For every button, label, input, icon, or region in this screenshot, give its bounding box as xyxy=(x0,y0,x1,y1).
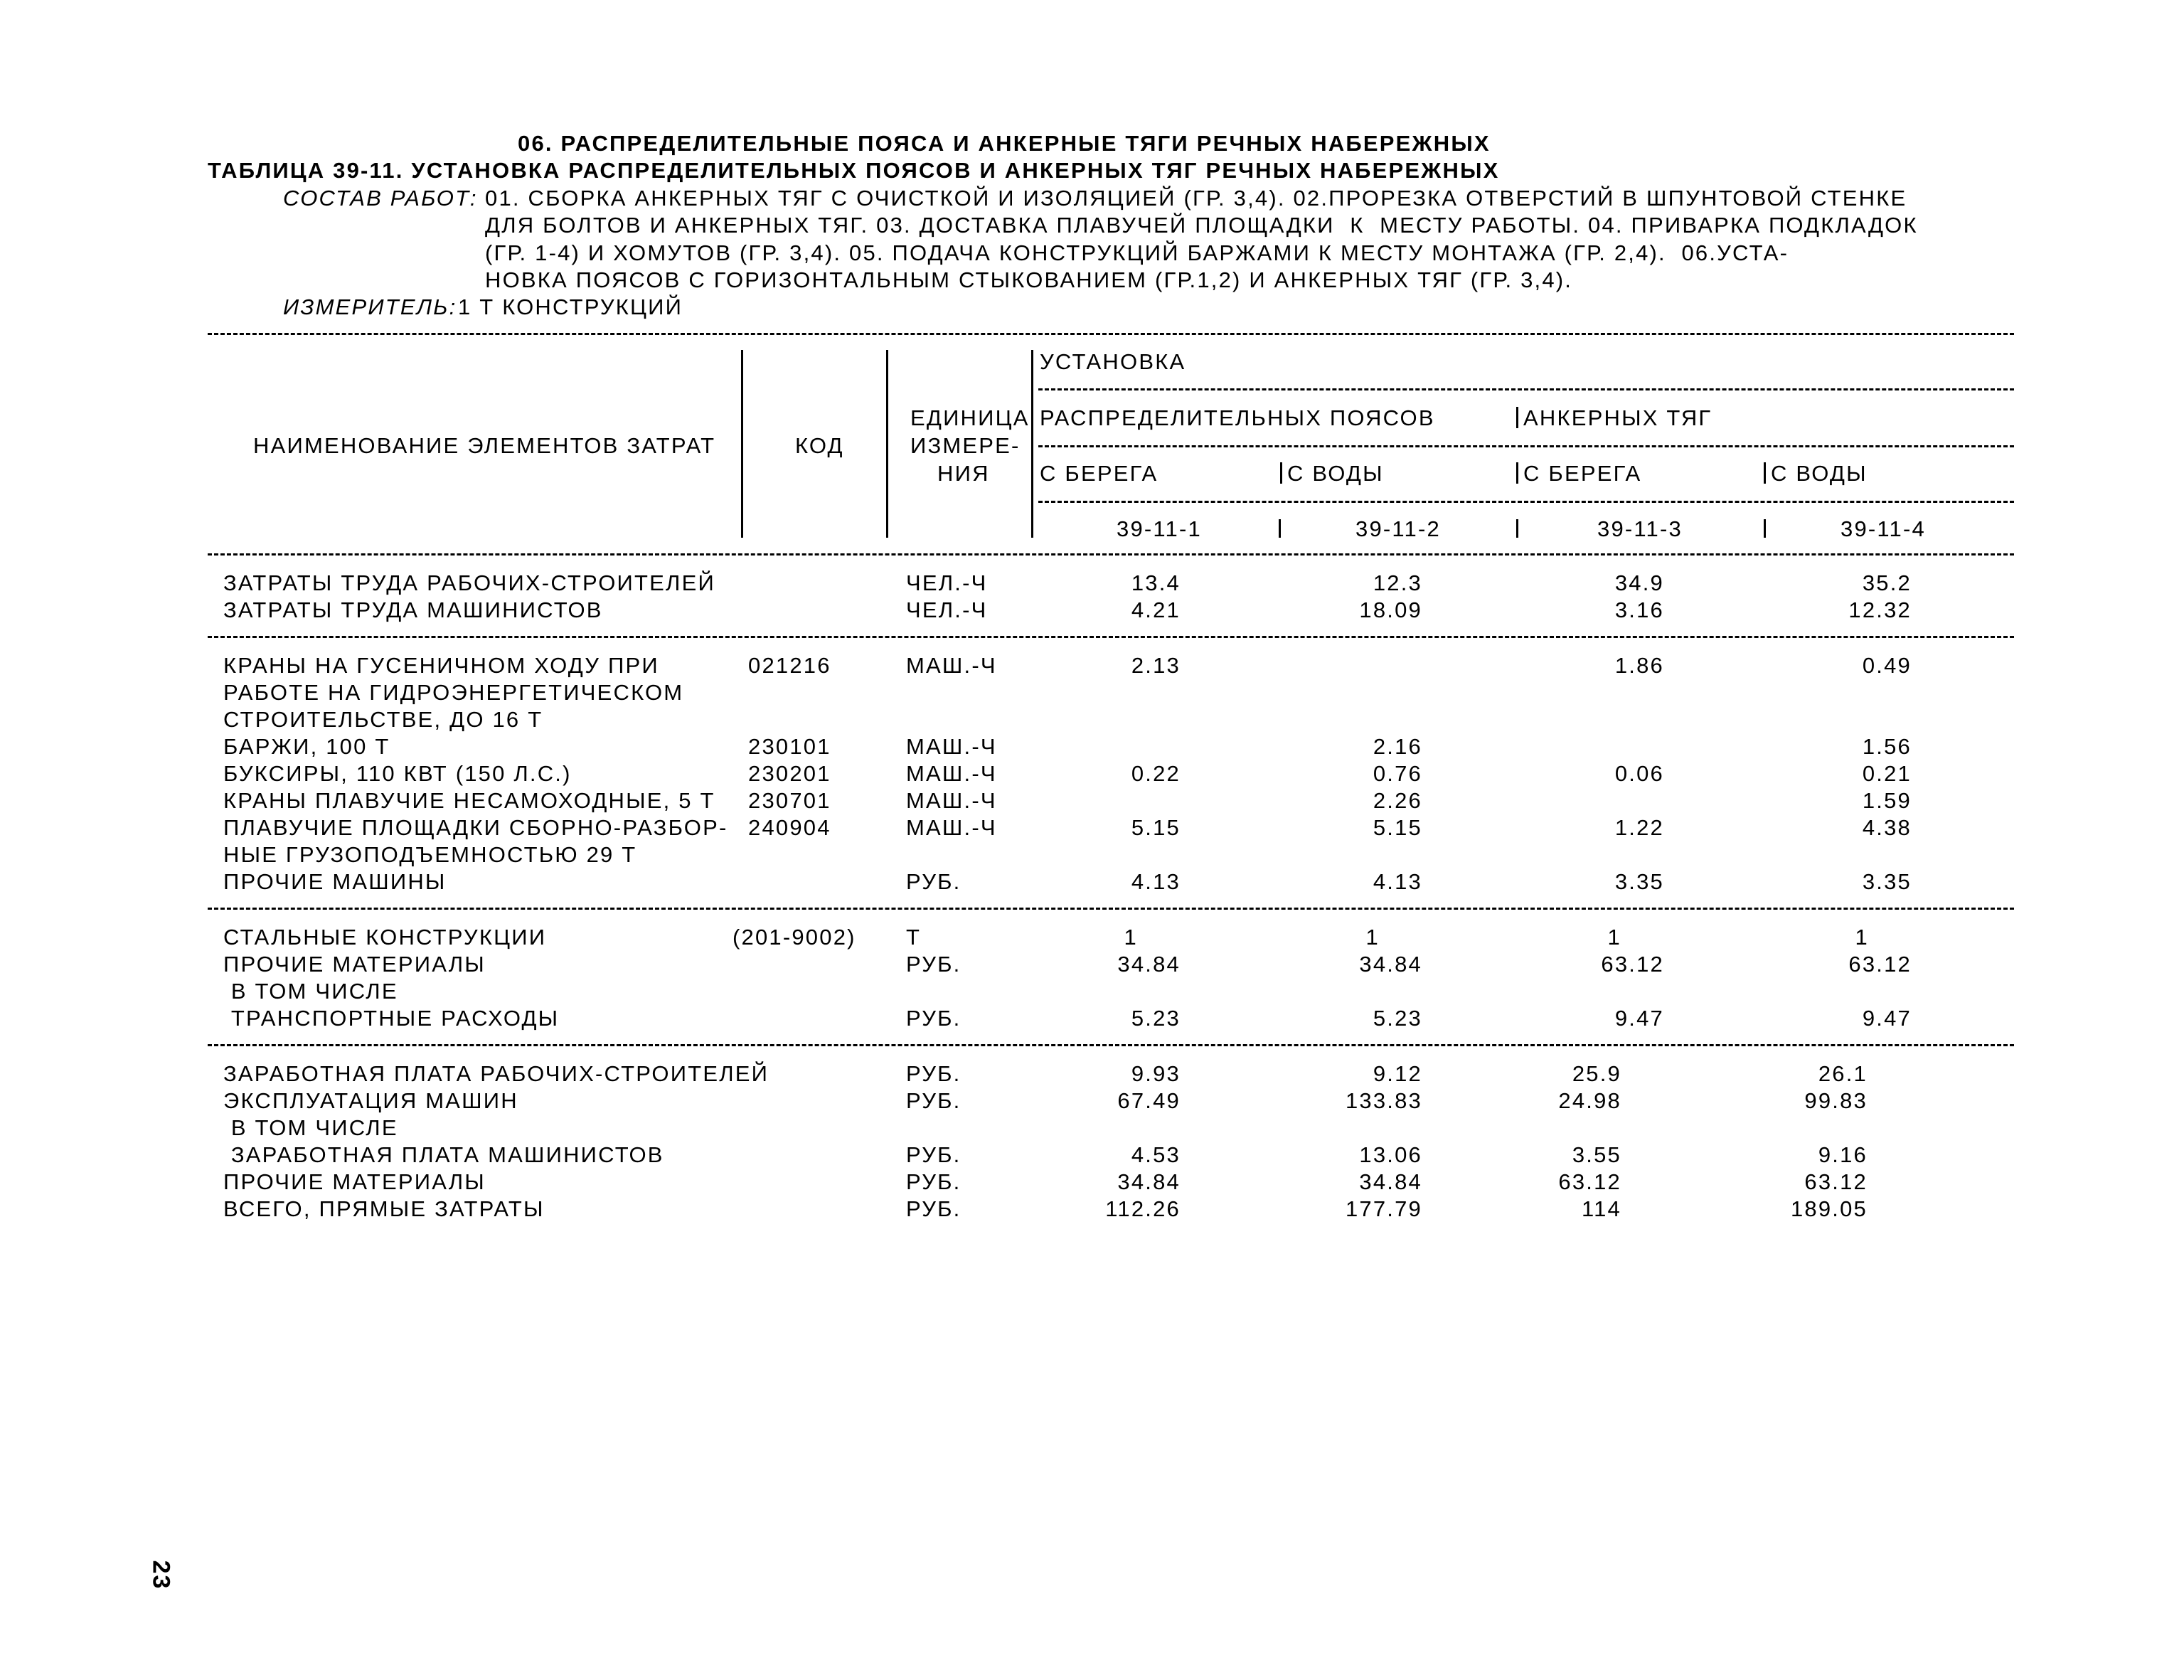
cell-unit: РУБ. xyxy=(906,1169,962,1194)
work-line: ДЛЯ БОЛТОВ И АНКЕРНЫХ ТЯГ. 03. ДОСТАВКА ПЛАВУЧЕЙ ПЛОЩАДКИ К МЕСТУ РАБОТЫ. 04. ПРИВАРКА ПОДКЛАДОК xyxy=(485,213,1918,238)
cell-value: 3.16 xyxy=(1614,597,1664,622)
cell-value: 1 xyxy=(1365,925,1380,950)
header-water-1: С ВОДЫ xyxy=(1287,461,1384,486)
cell-unit: Т xyxy=(906,925,922,950)
cell-value: 0.21 xyxy=(1862,761,1912,786)
cell-value: 112.26 xyxy=(1105,1196,1181,1221)
cell-unit: РУБ. xyxy=(906,1061,962,1086)
rule-install xyxy=(1038,388,2014,390)
cell-value: 5.23 xyxy=(1131,1006,1181,1031)
rule-group xyxy=(1038,445,2014,447)
cell-value: 13.06 xyxy=(1359,1142,1422,1167)
cell-value: 2.13 xyxy=(1131,653,1181,678)
cell-name: ПРОЧИЕ МАТЕРИАЛЫ xyxy=(223,1169,486,1194)
cell-value: 34.84 xyxy=(1117,1169,1181,1194)
col-divider-sub xyxy=(1516,462,1518,484)
rule-section xyxy=(208,908,2014,910)
header-name: НАИМЕНОВАНИЕ ЭЛЕМЕНТОВ ЗАТРАТ xyxy=(253,433,716,458)
cell-value: 177.79 xyxy=(1345,1196,1422,1221)
col-divider-code xyxy=(886,350,888,538)
col-divider-codes xyxy=(1516,519,1518,538)
cell-value: 25.9 xyxy=(1572,1061,1621,1086)
cell-name: ЗАРАБОТНАЯ ПЛАТА РАБОЧИХ-СТРОИТЕЛЕЙ xyxy=(223,1061,769,1086)
cell-name: ЗАТРАТЫ ТРУДА МАШИНИСТОВ xyxy=(223,597,603,622)
cell-value: 133.83 xyxy=(1345,1088,1422,1113)
cell-value: 5.23 xyxy=(1373,1006,1422,1031)
cell-value: 9.47 xyxy=(1614,1006,1664,1031)
work-label: СОСТАВ РАБОТ: xyxy=(283,186,478,211)
cell-value: 0.76 xyxy=(1373,761,1422,786)
col-divider-group xyxy=(1516,407,1518,428)
cell-value: 35.2 xyxy=(1862,570,1912,595)
header-code: КОД xyxy=(795,433,844,458)
cell-value: 9.16 xyxy=(1818,1142,1868,1167)
col-divider-codes xyxy=(1764,519,1766,538)
cell-value: 1.86 xyxy=(1614,653,1664,678)
cell-name: РАБОТЕ НА ГИДРОЭНЕРГЕТИЧЕСКОМ xyxy=(223,680,684,705)
cell-unit: РУБ. xyxy=(906,952,962,977)
rule-sub xyxy=(1038,501,2014,503)
col-divider-sub xyxy=(1764,462,1766,484)
col-divider-sub xyxy=(1280,462,1282,484)
cell-value: 2.26 xyxy=(1373,788,1422,813)
header-unit-line: НИЯ xyxy=(937,461,990,486)
rule-section xyxy=(208,1044,2014,1046)
cell-value: 12.3 xyxy=(1373,570,1422,595)
cell-value: 63.12 xyxy=(1601,952,1664,977)
header-shore-2: С БЕРЕГА xyxy=(1523,461,1642,486)
cell-value: 3.35 xyxy=(1614,869,1664,894)
column-code: 39-11-1 xyxy=(1117,516,1202,541)
cell-value: 63.12 xyxy=(1558,1169,1621,1194)
cell-name: ПРОЧИЕ МАШИНЫ xyxy=(223,869,447,894)
cell-name: БАРЖИ, 100 Т xyxy=(223,734,390,759)
section-title: 06. РАСПРЕДЕЛИТЕЛЬНЫЕ ПОЯСА И АНКЕРНЫЕ ТЯГИ РЕЧНЫХ НАБЕРЕЖНЫХ xyxy=(518,131,1491,156)
cell-name: СТАЛЬНЫЕ КОНСТРУКЦИИ xyxy=(223,925,547,950)
cell-name: В ТОМ ЧИСЛЕ xyxy=(223,979,398,1004)
cell-unit: РУБ. xyxy=(906,1142,962,1167)
rule-header-bottom xyxy=(208,553,2014,555)
header-anchors: АНКЕРНЫХ ТЯГ xyxy=(1523,405,1712,430)
cell-value: 4.53 xyxy=(1131,1142,1181,1167)
header-belts: РАСПРЕДЕЛИТЕЛЬНЫХ ПОЯСОВ xyxy=(1040,405,1435,430)
cell-value: 18.09 xyxy=(1359,597,1422,622)
cell-value: 4.13 xyxy=(1131,869,1181,894)
cell-value: 1.22 xyxy=(1614,815,1664,840)
cell-unit: МАШ.-Ч xyxy=(906,761,997,786)
work-line: НОВКА ПОЯСОВ С ГОРИЗОНТАЛЬНЫМ СТЫКОВАНИЕМ (ГР.1,2) И АНКЕРНЫХ ТЯГ (ГР. 3,4). xyxy=(485,267,1573,292)
cell-unit: ЧЕЛ.-Ч xyxy=(906,570,988,595)
cell-value: 1.59 xyxy=(1862,788,1912,813)
rule-section xyxy=(208,636,2014,638)
col-divider-name xyxy=(741,350,743,538)
header-unit-line: ЕДИНИЦА xyxy=(910,405,1030,430)
cell-value: 5.15 xyxy=(1131,815,1181,840)
cell-value: 12.32 xyxy=(1848,597,1912,622)
cell-value: 0.49 xyxy=(1862,653,1912,678)
rule-top xyxy=(208,333,2014,335)
cell-value: 26.1 xyxy=(1818,1061,1868,1086)
cell-value: 1 xyxy=(1855,925,1869,950)
cell-name: ЗАРАБОТНАЯ ПЛАТА МАШИНИСТОВ xyxy=(223,1142,664,1167)
cell-value: 9.12 xyxy=(1373,1061,1422,1086)
column-code: 39-11-4 xyxy=(1841,516,1926,541)
cell-value: 1 xyxy=(1607,925,1621,950)
cell-unit: МАШ.-Ч xyxy=(906,653,997,678)
work-line: 01. СБОРКА АНКЕРНЫХ ТЯГ С ОЧИСТКОЙ И ИЗОЛЯЦИЕЙ (ГР. 3,4). 02.ПРОРЕЗКА ОТВЕРСТИЙ В ШПУНТОВОЙ СТЕНКЕ xyxy=(485,186,1907,211)
column-code: 39-11-2 xyxy=(1355,516,1441,541)
cell-value: 34.84 xyxy=(1117,952,1181,977)
cell-value: 34.84 xyxy=(1359,952,1422,977)
cell-value: 9.47 xyxy=(1862,1006,1912,1031)
table-title: ТАБЛИЦА 39-11. УСТАНОВКА РАСПРЕДЕЛИТЕЛЬНЫХ ПОЯСОВ И АНКЕРНЫХ ТЯГ РЕЧНЫХ НАБЕРЕЖНЫХ xyxy=(208,158,1500,183)
cell-unit: РУБ. xyxy=(906,1196,962,1221)
cell-unit: МАШ.-Ч xyxy=(906,815,997,840)
cell-value: 3.55 xyxy=(1572,1142,1621,1167)
cell-code: 230101 xyxy=(748,734,831,759)
cell-value: 1.56 xyxy=(1862,734,1912,759)
cell-value: 5.15 xyxy=(1373,815,1422,840)
cell-unit: МАШ.-Ч xyxy=(906,788,997,813)
cell-name: ЭКСПЛУАТАЦИЯ МАШИН xyxy=(223,1088,518,1113)
cell-value: 2.16 xyxy=(1373,734,1422,759)
cell-value: 67.49 xyxy=(1117,1088,1181,1113)
cell-unit: РУБ. xyxy=(906,869,962,894)
cell-name: ТРАНСПОРТНЫЕ РАСХОДЫ xyxy=(223,1006,560,1031)
cell-value: 13.4 xyxy=(1131,570,1181,595)
cell-value: 34.9 xyxy=(1614,570,1664,595)
cell-name: БУКСИРЫ, 110 КВТ (150 Л.С.) xyxy=(223,761,572,786)
cell-value: 1 xyxy=(1124,925,1138,950)
cell-value: 99.83 xyxy=(1804,1088,1868,1113)
cell-value: 63.12 xyxy=(1848,952,1912,977)
cell-name: КРАНЫ НА ГУСЕНИЧНОМ ХОДУ ПРИ xyxy=(223,653,659,678)
measure-value: 1 Т КОНСТРУКЦИЙ xyxy=(458,294,683,319)
cell-value: 9.93 xyxy=(1131,1061,1181,1086)
work-line: (ГР. 1-4) И ХОМУТОВ (ГР. 3,4). 05. ПОДАЧА КОНСТРУКЦИЙ БАРЖАМИ К МЕСТУ МОНТАЖА (ГР. 2,4). 06.УСТА- xyxy=(485,240,1789,265)
cell-value: 4.38 xyxy=(1862,815,1912,840)
header-water-2: С ВОДЫ xyxy=(1771,461,1868,486)
cell-value: 3.35 xyxy=(1862,869,1912,894)
header-install: УСТАНОВКА xyxy=(1040,349,1186,374)
measure-label: ИЗМЕРИТЕЛЬ: xyxy=(283,294,457,319)
cell-value: 189.05 xyxy=(1790,1196,1868,1221)
cell-unit: РУБ. xyxy=(906,1006,962,1031)
page-number: 23 xyxy=(147,1560,175,1590)
cell-code: 240904 xyxy=(748,815,831,840)
cell-name: В ТОМ ЧИСЛЕ xyxy=(223,1115,398,1140)
cell-value: 114 xyxy=(1581,1196,1621,1221)
column-code: 39-11-3 xyxy=(1597,516,1683,541)
col-divider-codes xyxy=(1279,519,1281,538)
cell-unit: ЧЕЛ.-Ч xyxy=(906,597,988,622)
cell-unit: РУБ. xyxy=(906,1088,962,1113)
cell-value: 4.13 xyxy=(1373,869,1422,894)
cell-value: 34.84 xyxy=(1359,1169,1422,1194)
cell-name: КРАНЫ ПЛАВУЧИЕ НЕСАМОХОДНЫЕ, 5 Т xyxy=(223,788,715,813)
cell-name: НЫЕ ГРУЗОПОДЪЕМНОСТЬЮ 29 Т xyxy=(223,842,637,867)
cell-value: 63.12 xyxy=(1804,1169,1868,1194)
cell-code: 021216 xyxy=(748,653,831,678)
header-unit-line: ИЗМЕРЕ- xyxy=(910,433,1021,458)
header-shore-1: С БЕРЕГА xyxy=(1040,461,1158,486)
col-divider-unit xyxy=(1031,350,1033,538)
cell-unit: МАШ.-Ч xyxy=(906,734,997,759)
cell-name: ПРОЧИЕ МАТЕРИАЛЫ xyxy=(223,952,486,977)
cell-name: ВСЕГО, ПРЯМЫЕ ЗАТРАТЫ xyxy=(223,1196,545,1221)
cell-name: СТРОИТЕЛЬСТВЕ, ДО 16 Т xyxy=(223,707,543,732)
cell-value: 4.21 xyxy=(1131,597,1181,622)
cell-value: 24.98 xyxy=(1558,1088,1621,1113)
cell-value: 0.22 xyxy=(1131,761,1181,786)
cell-code: 230701 xyxy=(748,788,831,813)
cell-value: 0.06 xyxy=(1614,761,1664,786)
cell-code: 230201 xyxy=(748,761,831,786)
cell-name: ПЛАВУЧИЕ ПЛОЩАДКИ СБОРНО-РАЗБОР- xyxy=(223,815,728,840)
cell-name: ЗАТРАТЫ ТРУДА РАБОЧИХ-СТРОИТЕЛЕЙ xyxy=(223,570,715,595)
cell-code: (201-9002) xyxy=(733,925,856,950)
